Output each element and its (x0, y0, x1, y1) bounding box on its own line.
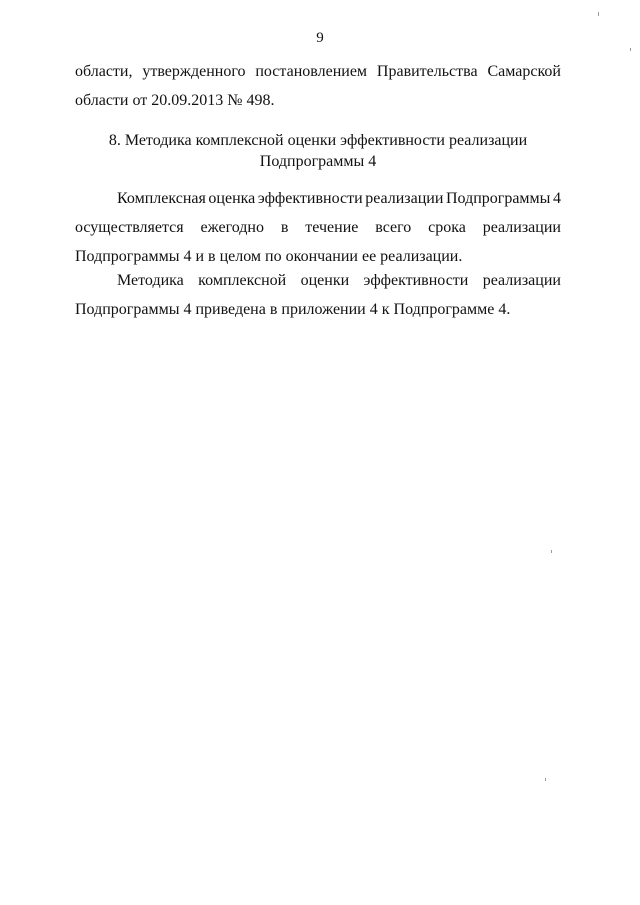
continuation-line-1 (75, 57, 561, 86)
word: Правительства (376, 63, 478, 80)
word: Подпрограммы (445, 190, 551, 207)
paragraph-2-line-1 (75, 266, 561, 295)
word: оценка (208, 190, 256, 207)
word: осуществляется (75, 219, 184, 236)
page-number: 9 (316, 30, 324, 46)
scan-speck (551, 550, 552, 553)
word: реализации (482, 272, 561, 289)
word: оценки (300, 272, 350, 289)
word: эффективности (257, 190, 363, 207)
paragraph-2 (75, 266, 561, 324)
paragraph-1 (75, 184, 561, 271)
paragraph-1-line-3: Подпрограммы 4 и в целом по окончании ее реализации. (75, 248, 463, 265)
word: эффективности (363, 272, 469, 289)
word: комплексной (198, 272, 287, 289)
word: области, (75, 63, 133, 80)
section-heading (75, 130, 561, 172)
word: реализации (365, 190, 444, 207)
scan-speck (598, 12, 599, 16)
word: в (280, 219, 289, 236)
scan-speck (545, 778, 546, 781)
word: срока (428, 219, 466, 236)
word: Комплексная (117, 190, 206, 207)
continuation-paragraph (75, 57, 561, 115)
word: течение (305, 219, 359, 236)
word: утвержденного (142, 63, 246, 80)
word: Методика (117, 272, 184, 289)
word: 4 (553, 190, 561, 207)
paragraph-1-line-2 (75, 213, 561, 242)
scan-speck (630, 48, 631, 51)
paragraph-2-line-2: Подпрограммы 4 приведена в приложении 4 к Подпрограмме 4. (75, 301, 511, 318)
word: Самарской (487, 63, 561, 80)
section-heading-line-1: 8. Методика комплексной оценки эффективности реализации (108, 132, 528, 149)
word: всего (375, 219, 412, 236)
section-heading-line-2: Подпрограммы 4 (259, 153, 377, 170)
continuation-line-2: области от 20.09.2013 № 498. (75, 92, 275, 109)
word: постановлением (255, 63, 368, 80)
word: ежегодно (200, 219, 264, 236)
paragraph-1-line-1 (75, 184, 561, 213)
word: реализации (482, 219, 561, 236)
